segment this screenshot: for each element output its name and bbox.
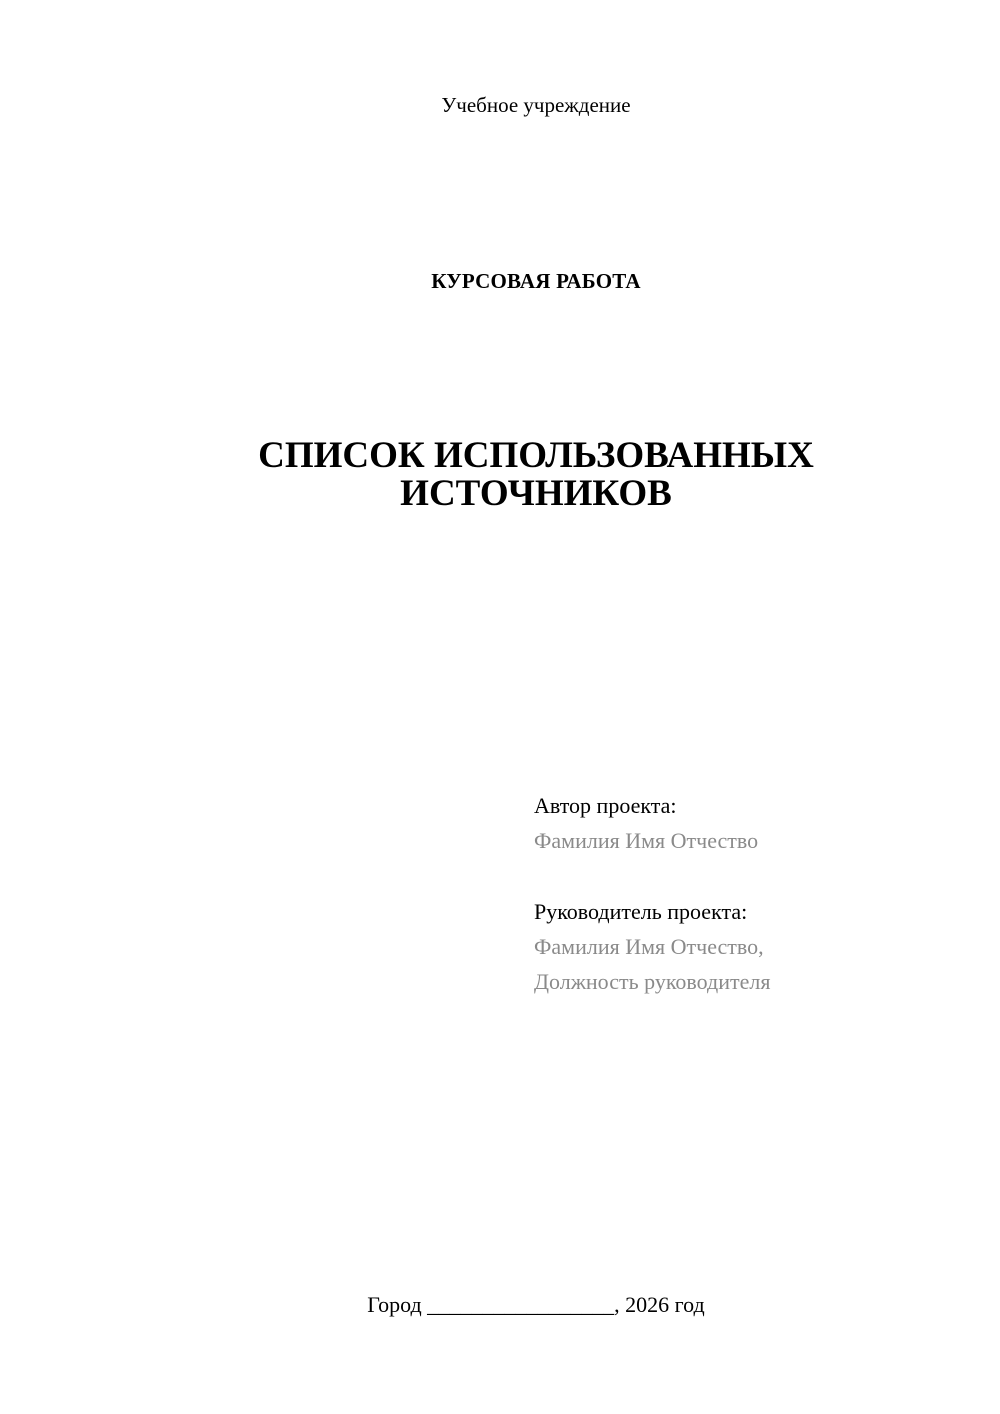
info-spacer — [534, 858, 770, 894]
institution-name: Учебное учреждение — [441, 93, 631, 117]
author-label: Автор проекта: — [534, 793, 677, 818]
supervisor-position: Должность руководителя — [534, 969, 771, 994]
document-title — [0, 437, 1000, 513]
author-name: Фамилия Имя Отчество — [534, 828, 759, 853]
document-title-line-1: СПИСОК ИСПОЛЬЗОВАННЫХ — [258, 435, 814, 476]
supervisor-name: Фамилия Имя Отчество, — [534, 934, 764, 959]
city-year-line: Город _________________, 2026 год — [367, 1292, 705, 1317]
document-title-line-2: ИСТОЧНИКОВ — [400, 473, 672, 514]
supervisor-label: Руководитель проекта: — [534, 899, 748, 924]
project-info — [534, 788, 770, 999]
work-type: КУРСОВАЯ РАБОТА — [431, 269, 641, 293]
